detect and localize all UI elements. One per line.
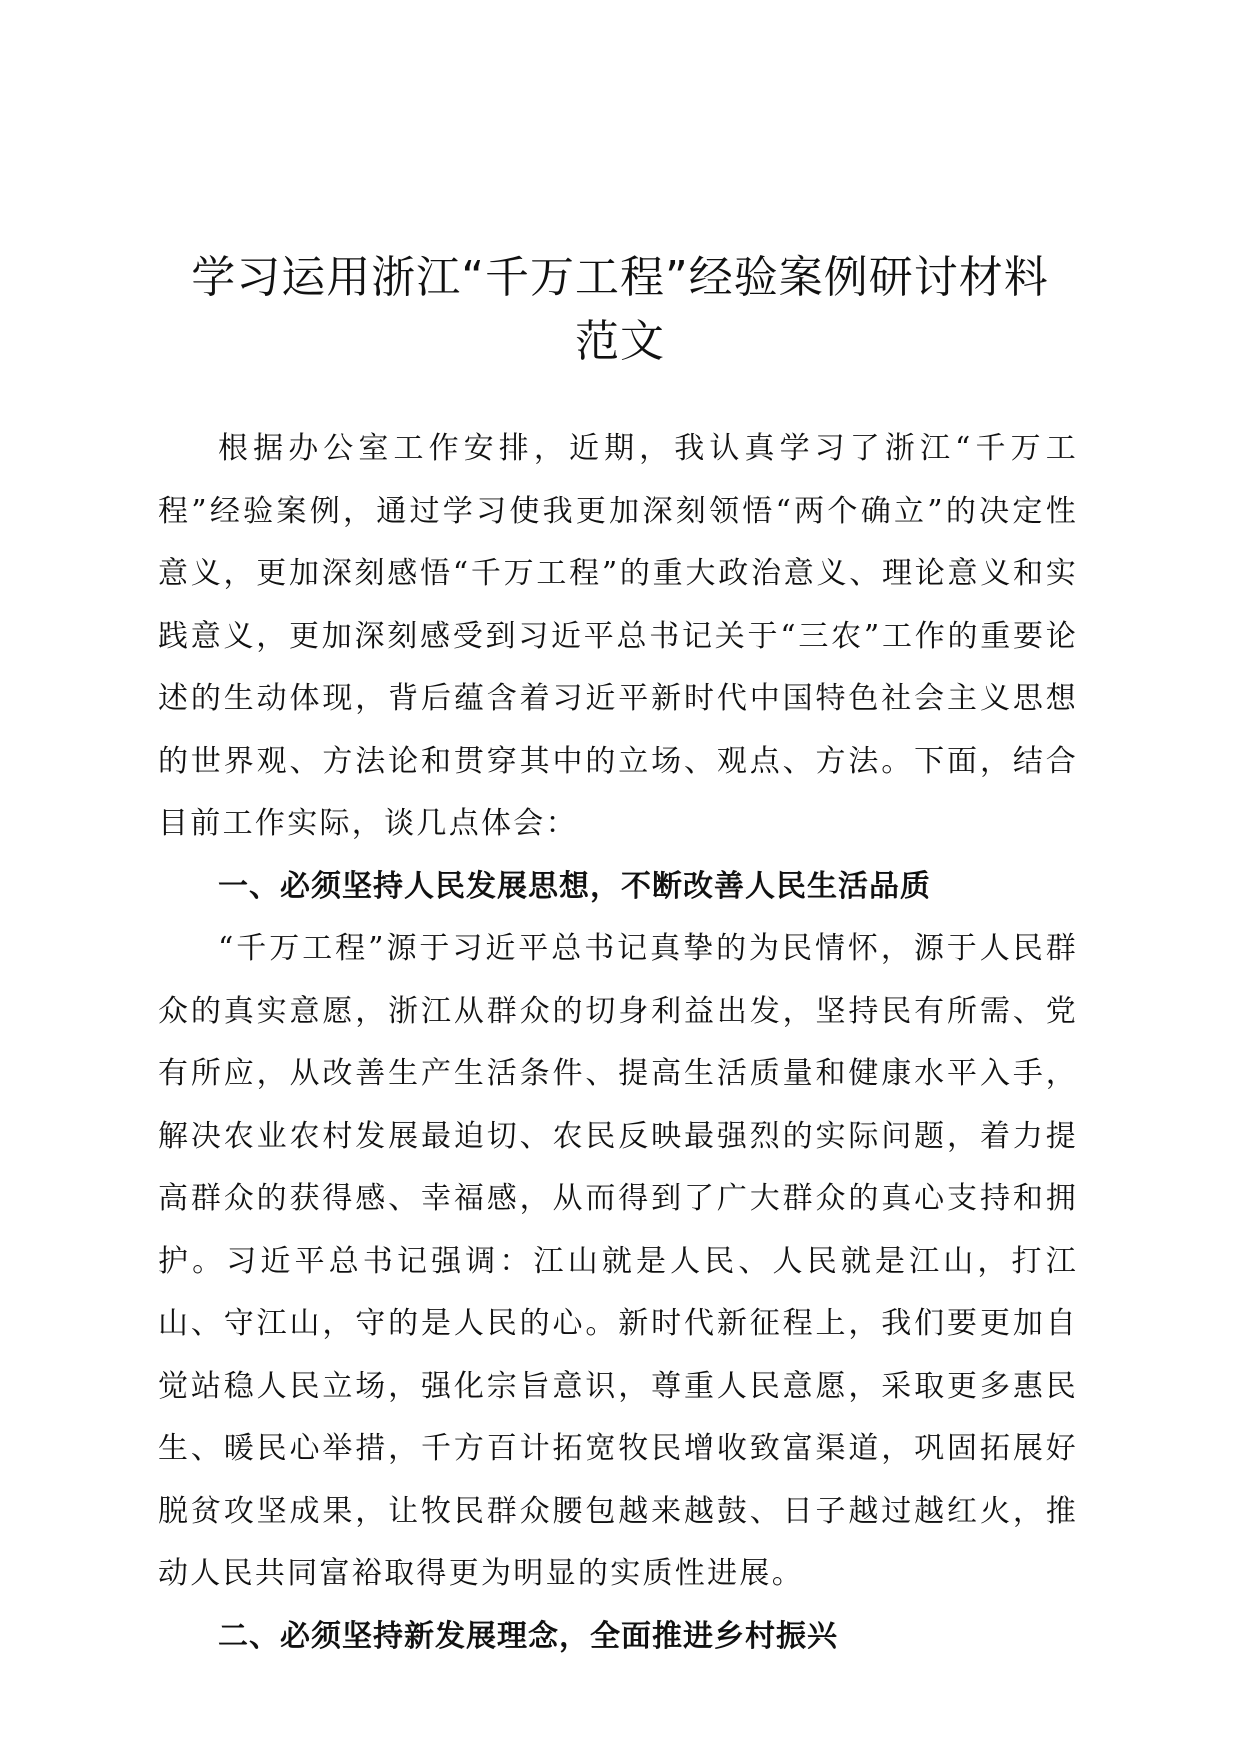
document-title-line-1: 学习运用浙江“千万工程”经验案例研讨材料 bbox=[191, 252, 1049, 303]
document-body bbox=[158, 418, 1078, 1668]
section-2-heading: 二、必须坚持新发展理念，全面推进乡村振兴 bbox=[218, 1618, 838, 1654]
intro-paragraph: 根据办公室工作安排，近期，我认真学习了浙江“千万工程”经验案例，通过学习使我更加深刻领悟“两个确立”的决定性意义，更加深刻感悟“千万工程”的重大政治意义、理论意义和实践意义，更加深刻感受到习近平总书记关于“三农”工作的重要论述的生动体现，背后蕴含着习近平新时代中国特色社会主义思想的世界观、方法论和贯穿其中的立场、观点、方法。下面，结合目前工作实际，谈几点体会： bbox=[158, 431, 1078, 841]
document-title-line-2: 范文 bbox=[575, 316, 665, 367]
section-1-heading: 一、必须坚持人民发展思想，不断改善人民生活品质 bbox=[218, 868, 931, 904]
section-1-paragraph: “千万工程”源于习近平总书记真挚的为民情怀，源于人民群众的真实意愿，浙江从群众的切身利益出发，坚持民有所需、党有所应，从改善生产生活条件、提高生活质量和健康水平入手，解决农业农村发展最迫切、农民反映最强烈的实际问题，着力提高群众的获得感、幸福感，从而得到了广大群众的真心支持和拥护。习近平总书记强调：江山就是人民、人民就是江山，打江山、守江山，守的是人民的心。新时代新征程上，我们要更加自觉站稳人民立场，强化宗旨意识，尊重人民意愿，采取更多惠民生、暖民心举措，千方百计拓宽牧民增收致富渠道，巩固拓展好脱贫攻坚成果，让牧民群众腰包越来越鼓、日子越过越红火，推动人民共同富裕取得更为明显的实质性进展。 bbox=[158, 931, 1078, 1591]
document-title bbox=[150, 246, 1090, 374]
